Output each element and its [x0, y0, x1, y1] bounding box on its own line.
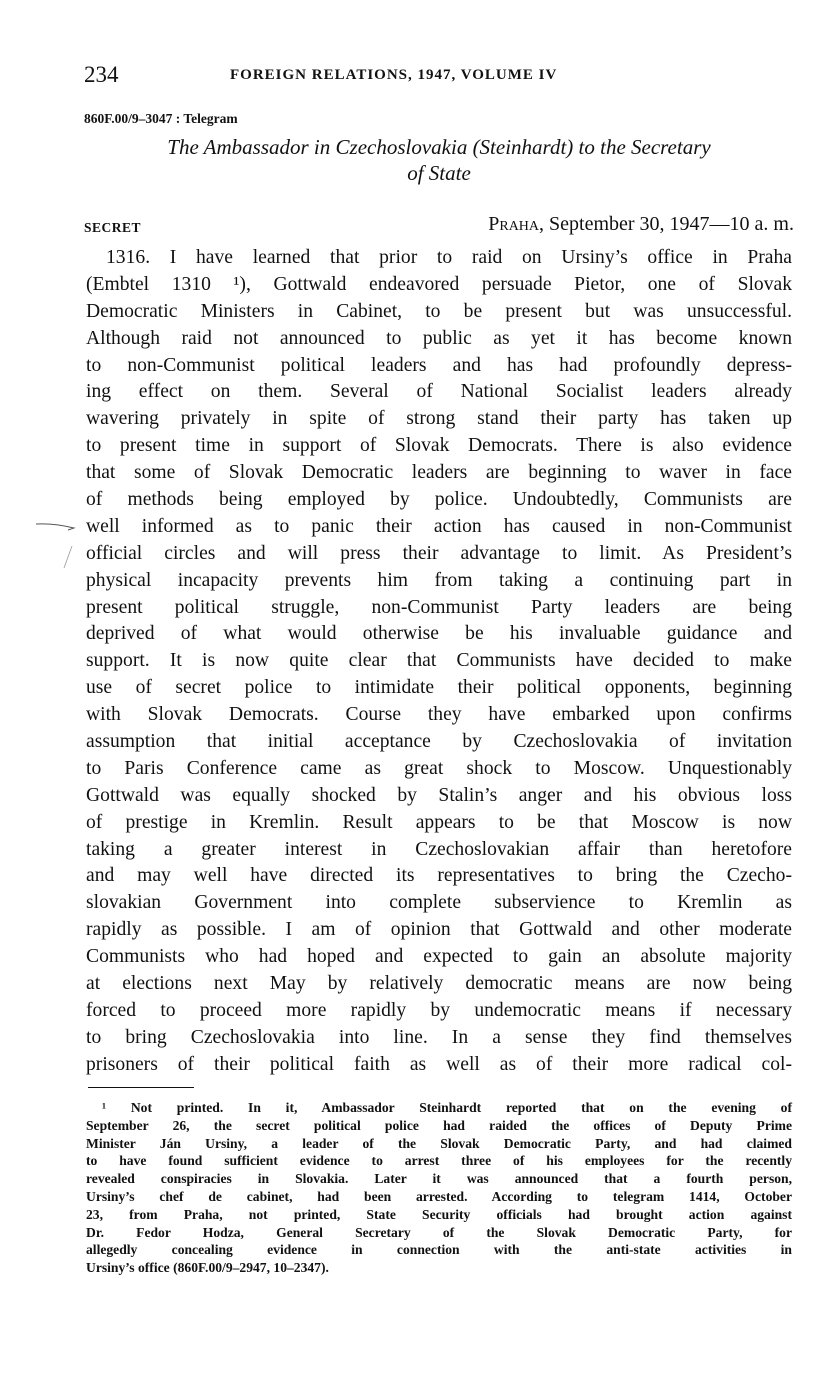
footnote-line: Minister Ján Ursiny, a leader of the Slovak Democratic Party, and had claimed [86, 1135, 792, 1151]
body-line: rapidly as possible. I am of opinion that Gottwald and other moderate [86, 919, 792, 941]
page-header [84, 62, 794, 92]
body-line: and may well have directed its representatives to bring the Czecho- [86, 865, 792, 887]
body-line: wavering privately in spite of strong stand their party has taken up [86, 408, 792, 430]
body-line: physical incapacity prevents him from taking a continuing part in [86, 569, 792, 591]
body-line: to Paris Conference came as great shock to Moscow. Unquestionably [86, 757, 792, 779]
body-line: that some of Slovak Democratic leaders are beginning to waver in face [86, 462, 792, 484]
body-line: 1316. I have learned that prior to raid on Ursiny’s office in Praha [106, 247, 792, 268]
footnote-rule [88, 1087, 194, 1088]
running-head: FOREIGN RELATIONS, 1947, VOLUME IV [230, 67, 558, 83]
title-line-2: of State [407, 161, 471, 185]
body-line: to bring Czechoslovakia into line. In a sense they find themselves [86, 1026, 792, 1048]
date-time: , September 30, 1947—10 a. m. [539, 213, 794, 235]
dateline [84, 213, 794, 239]
footnote-line: to have found sufficient evidence to arrest three of his employees for the recently [86, 1153, 792, 1169]
margin-annotation-mark [34, 516, 84, 576]
body-line: support. It is now quite clear that Communists have decided to make [86, 650, 792, 672]
body-line: at elections next May by relatively democratic means are now being [86, 973, 792, 995]
body-line: well informed as to panic their action has caused in non-Communist [86, 515, 792, 537]
body-line: taking a greater interest in Czechoslovakian affair than heretofore [86, 838, 792, 860]
footnote-line: 23, from Praha, not printed, State Security officials had brought action against [86, 1206, 792, 1222]
body-line: Democratic Ministers in Cabinet, to be present but was unsuccessful. [86, 300, 792, 322]
place-and-date [488, 213, 794, 236]
body-line: with Slovak Democrats. Course they have embarked upon confirms [86, 704, 792, 726]
footnote-line: Dr. Fedor Hodza, General Secretary of the Slovak Democratic Party, for [86, 1224, 792, 1240]
footnote-line: September 26, the secret political police had raided the offices of Deputy Prime [86, 1117, 792, 1133]
body-line: assumption that initial acceptance by Czechoslovakia of invitation [86, 731, 792, 753]
title-line-1: The Ambassador in Czechoslovakia (Steinhardt) to the Secretary [167, 135, 711, 159]
body-line: ing effect on them. Several of National Socialist leaders already [86, 381, 792, 403]
body-line: to non-Communist political leaders and has had profoundly depress- [86, 354, 792, 376]
body-line: slovakian Government into complete subservience to Kremlin as [86, 892, 792, 914]
body-line: of methods being employed by police. Undoubtedly, Communists are [86, 489, 792, 511]
document-file-number: 860F.00/9–3047 : Telegram [84, 111, 238, 126]
body-line: to present time in support of Slovak Democrats. There is also evidence [86, 435, 792, 457]
body-line: official circles and will press their advantage to limit. As President’s [86, 542, 792, 564]
body-line: Although raid not announced to public as yet it has become known [86, 327, 792, 349]
body-line: Gottwald was equally shocked by Stalin’s anger and his obvious loss [86, 784, 792, 806]
place-name: Praha [488, 213, 540, 235]
body-line: Communists who had hoped and expected to gain an absolute majority [86, 946, 792, 968]
body-line: present political struggle, non-Communist Party leaders are being [86, 596, 792, 618]
body-line: of prestige in Kremlin. Result appears to be that Moscow is now [86, 811, 792, 833]
footnote-line: Ursiny’s chef de cabinet, had been arrested. According to telegram 1414, October [86, 1188, 792, 1204]
body-line: deprived of what would otherwise be his invaluable guidance and [86, 623, 792, 645]
footnote-line: allegedly concealing evidence in connection with the anti-state activities in [86, 1242, 792, 1258]
classification-label: SECRET [84, 220, 142, 235]
body-line: use of secret police to intimidate their political opponents, beginning [86, 677, 792, 699]
footnote-line: ¹ Not printed. In it, Ambassador Steinhardt reported that on the evening of [102, 1100, 792, 1115]
body-line: prisoners of their political faith as well as of their more radical col- [86, 1053, 792, 1075]
footnote [86, 1099, 792, 1277]
footnote-line: Ursiny’s office (860F.00/9–2947, 10–2347). [86, 1260, 329, 1276]
body-line: forced to proceed more rapidly by undemocratic means if necessary [86, 999, 792, 1021]
footnote-line: revealed conspiracies in Slovakia. Later it was announced that a fourth person, [86, 1171, 792, 1187]
telegram-body [86, 245, 792, 1079]
body-line: (Embtel 1310 ¹), Gottwald endeavored persuade Pietor, one of Slovak [86, 273, 792, 295]
document-title [84, 134, 794, 186]
page-number: 234 [84, 62, 119, 87]
